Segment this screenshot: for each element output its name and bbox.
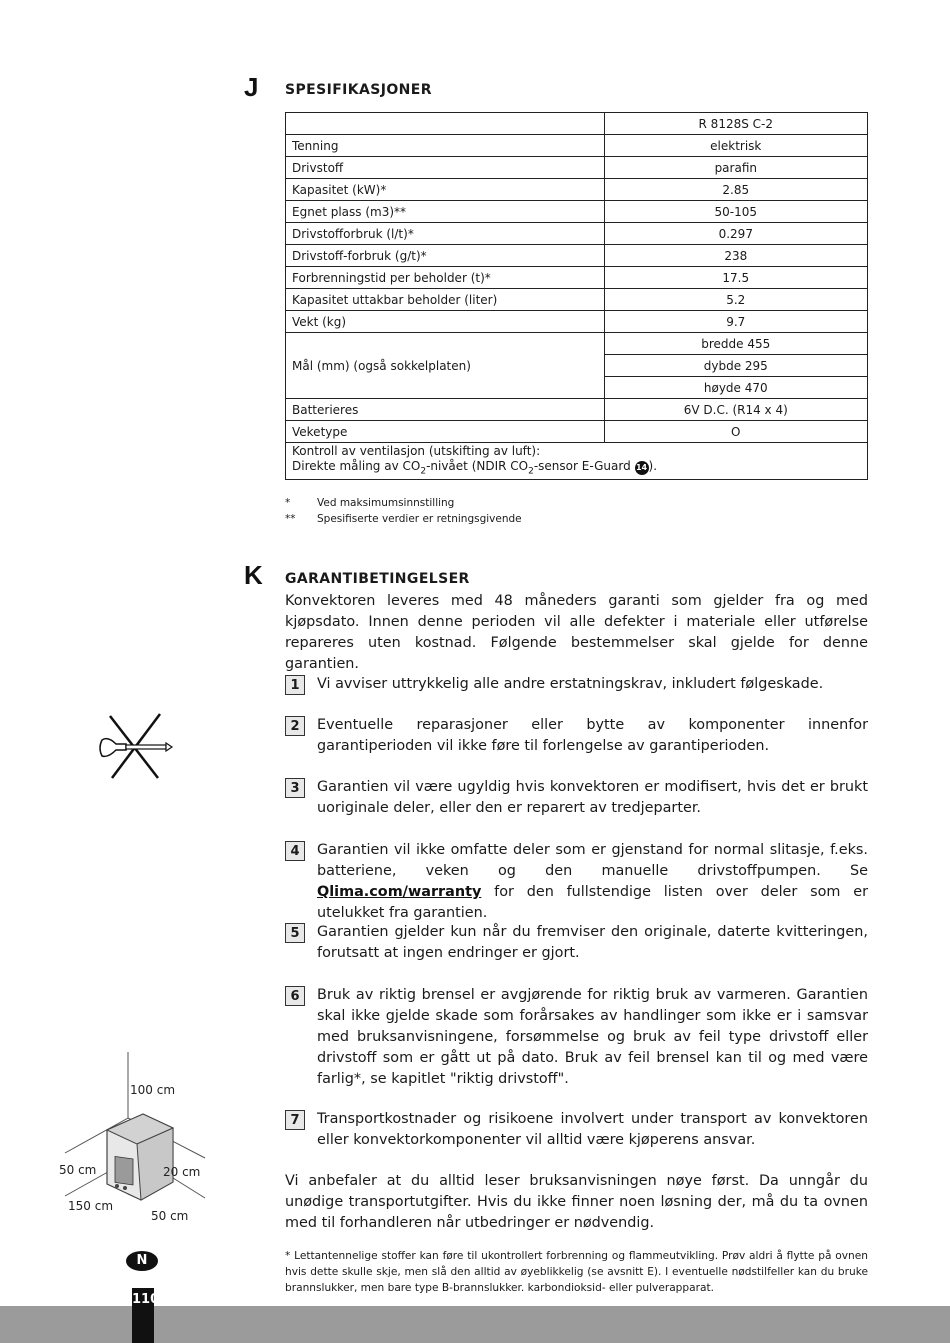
section-letter-j: J — [244, 72, 259, 102]
footnote-text: Ved maksimumsinnstilling — [317, 497, 455, 509]
dimension-depth: dybde 295 — [604, 355, 867, 377]
language-badge: N — [126, 1251, 158, 1271]
table-row: Drivstofforbruk (l/t)* 0.297 — [286, 223, 868, 245]
safety-note: * Lettantennelige stoffer kan føre til ukontrollert forbrenning og flammeutvikling. Prøv aldri å flytte på ovnen hvis dette skulle skje, men slå den alltid av øyeblikkelig (se avsnitt E). I eventuelle nødstilfeller kan du bruke brannslukker, men bare type B-brannslukker. karbondioksid- eller pulverapparat. — [285, 1250, 868, 1294]
item-text: Eventuelle reparasjoner eller bytte av komponenter innenfor garantiperioden vil ikke føre til forlengelse av garantiperioden. — [317, 717, 868, 754]
specifications-table — [285, 112, 868, 480]
table-row: Egnet plass (m3)** 50-105 — [286, 201, 868, 223]
dimension-height: høyde 470 — [604, 377, 867, 399]
dimension-width: bredde 455 — [604, 333, 867, 355]
footnote-mark: * — [285, 497, 291, 509]
item-text: Garantien vil ikke omfatte deler som er gjenstand for normal slitasje, f.eks. batteriene, veken og den manuelle drivstoffpumpen. Se Qlima.com/warranty for den fullstendige listen over deler som er utelukket fra garantien. — [317, 842, 868, 921]
model-name: R 8128S C-2 — [604, 113, 867, 135]
item-text: Vi avviser uttrykkelig alle andre erstatningskrav, inkludert følgeskade. — [317, 676, 824, 692]
table-row: Drivstoff-forbruk (g/t)* 238 — [286, 245, 868, 267]
ventilation-line-1: Kontroll av ventilasjon (utskifting av luft): — [292, 444, 541, 458]
clearance-top-label: 100 cm — [130, 1083, 176, 1097]
item-text: Garantien gjelder kun når du fremviser den originale, daterte kvitteringen, forutsatt at ingen endringer er gjort. — [317, 924, 868, 961]
item-number: 7 — [285, 1110, 305, 1130]
no-screwdriver-icon — [96, 710, 176, 782]
footnote-text: Spesifiserte verdier er retningsgivende — [317, 513, 522, 525]
warranty-link[interactable]: Qlima.com/warranty — [317, 884, 482, 900]
heater-illustration-icon — [107, 1114, 173, 1200]
clearance-diagram — [55, 1048, 215, 1228]
table-header-row — [286, 113, 868, 135]
ventilation-line-2: Direkte måling av $CO_2$-nivået (NDIR $CO_2$-sensor E-Guard 14). — [292, 459, 658, 477]
table-row: Vekt (kg) 9.7 — [286, 311, 868, 333]
table-row-ventilation — [286, 443, 868, 480]
item-number: 2 — [285, 716, 305, 736]
footnote-mark: ** — [285, 513, 296, 525]
item-text: Bruk av riktig brensel er avgjørende for riktig bruk av varmeren. Garantien skal ikke gjelde skade som forårsakes av handlinger som ikke er i samsvar med bruksanvisningene, forsømmelse og bruk av feil type drivstoff eller drivstoff som er gått ut på dato. Bruk av feil brensel kan til og med være farlig*, se kapitlet "riktig drivstoff". — [317, 987, 868, 1087]
section-title-specifications: SPESIFIKASJONER — [285, 82, 432, 98]
section-letter-k: K — [244, 560, 263, 590]
section-title-warranty: GARANTIBETINGELSER — [285, 571, 470, 587]
item-number: 1 — [285, 675, 305, 695]
table-row: Kapasitet uttakbar beholder (liter) 5.2 — [286, 289, 868, 311]
table-row-dimensions — [286, 333, 868, 355]
table-row: Veketype O — [286, 421, 868, 443]
clearance-front-right-label: 50 cm — [151, 1209, 189, 1223]
item-text: Transportkostnader og risikoene involvert under transport av konvektoren eller konvektorkomponenter vil alltid være kjøperens ansvar. — [317, 1111, 868, 1148]
table-row: Forbrenningstid per beholder (t)* 17.5 — [286, 267, 868, 289]
clearance-right-label: 20 cm — [163, 1165, 201, 1179]
item-number: 6 — [285, 986, 305, 1006]
table-row: Drivstoff parafin — [286, 157, 868, 179]
item-number: 5 — [285, 923, 305, 943]
dimensions-label: Mål (mm) (også sokkelplaten) — [286, 333, 605, 399]
warranty-intro: Konvektoren leveres med 48 måneders garanti som gjelder fra og med kjøpsdato. Innen denne perioden vil alle defekter i materiale eller utførelse repareres uten kostnad. Følgende bestemmelser skal gjelde for denne garantien. — [285, 593, 868, 672]
page-number: 110 — [132, 1288, 154, 1343]
table-row: Kapasitet (kW)* 2.85 — [286, 179, 868, 201]
reference-badge-icon: 14 — [635, 461, 649, 475]
clearance-left-label: 50 cm — [59, 1163, 97, 1177]
item-number: 4 — [285, 841, 305, 861]
warranty-closing: Vi anbefaler at du alltid leser bruksanvisningen nøye først. Da unngår du unødige transportutgifter. Hvis du ikke finner noen løsning der, må du ta ovnen med til forhandleren når utbedringer er nødvendig. — [285, 1173, 868, 1231]
ventilation-cell — [286, 443, 868, 480]
clearance-front-left-label: 150 cm — [68, 1199, 114, 1213]
table-row: Tenning elektrisk — [286, 135, 868, 157]
table-row: Batterieres 6V D.C. (R14 x 4) — [286, 399, 868, 421]
item-text: Garantien vil være ugyldig hvis konvektoren er modifisert, hvis det er brukt uoriginale deler, eller den er reparert av tredjeparter. — [317, 779, 868, 816]
item-number: 3 — [285, 778, 305, 798]
